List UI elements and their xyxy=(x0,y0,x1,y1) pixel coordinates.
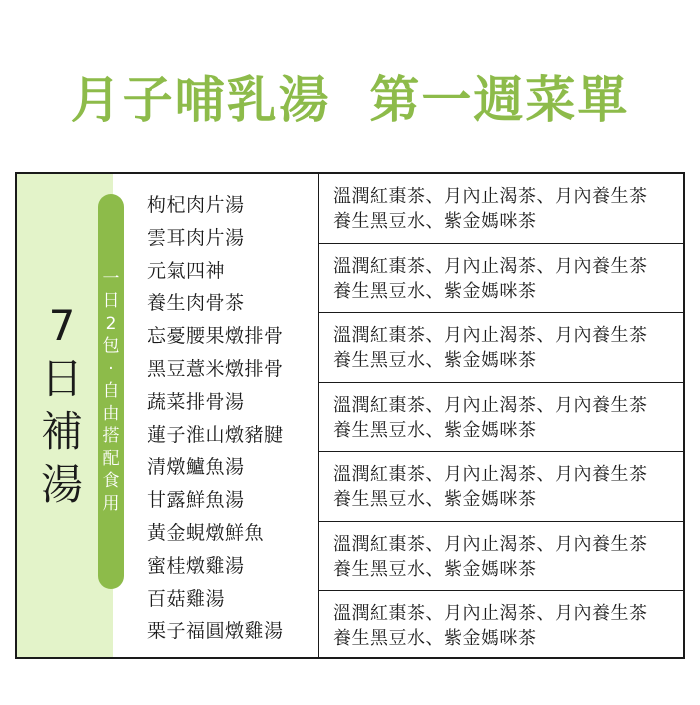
soup-item: 百菇雞湯 xyxy=(147,587,226,610)
tea-row xyxy=(319,383,685,453)
tea-row xyxy=(319,591,685,661)
tea-line: 溫潤紅棗茶、月內止渴茶、月內養生茶 xyxy=(333,325,648,346)
soup-item: 清燉鱸魚湯 xyxy=(147,456,245,479)
tea-line: 溫潤紅棗茶、月內止渴茶、月內養生茶 xyxy=(333,533,648,555)
note-char: 日 xyxy=(102,291,120,312)
soup-item: 元氣四神 xyxy=(147,259,226,282)
soup-item: 忘憂腰果燉排骨 xyxy=(147,325,284,348)
note-char: 用 xyxy=(102,493,120,514)
note-char: 一 xyxy=(102,268,120,289)
tea-line: 養生黑豆水、紫金媽咪茶 xyxy=(333,350,537,371)
tea-row xyxy=(319,174,685,244)
days-label-char: 補 xyxy=(40,407,83,456)
tea-column xyxy=(319,174,685,657)
days-label xyxy=(23,299,101,511)
soup-item: 枸杞肉片湯 xyxy=(147,194,245,216)
soup-item: 栗子福圓燉雞湯 xyxy=(147,620,284,643)
note-char: 由 xyxy=(102,403,120,424)
tea-line: 養生黑豆水、紫金媽咪茶 xyxy=(333,558,537,580)
tea-line: 溫潤紅棗茶、月內止渴茶、月內養生茶 xyxy=(333,255,648,277)
note-char: 包 xyxy=(102,336,120,357)
days-label-char: 7 xyxy=(48,301,76,350)
page-title: 月子哺乳湯 第一週菜單 xyxy=(70,70,630,129)
tea-row xyxy=(319,452,685,522)
tea-row xyxy=(319,244,685,314)
note-char: 2 xyxy=(105,313,117,334)
note-char: · xyxy=(108,358,114,379)
soup-item: 甘露鮮魚湯 xyxy=(147,489,245,512)
soup-item: 蜜桂燉雞湯 xyxy=(147,554,245,577)
note-char: 食 xyxy=(102,471,120,492)
days-label-char: 湯 xyxy=(40,460,83,509)
soup-item: 黑豆薏米燉排骨 xyxy=(147,357,284,380)
soup-item: 黃金蜆燉鮮魚 xyxy=(147,521,265,544)
soup-item: 蔬菜排骨湯 xyxy=(147,390,245,413)
soup-item: 雲耳肉片湯 xyxy=(147,226,245,249)
tea-line: 養生黑豆水、紫金媽咪茶 xyxy=(333,280,537,302)
days-label-char: 日 xyxy=(40,354,83,403)
note-char: 配 xyxy=(102,448,120,469)
tea-line: 溫潤紅棗茶、月內止渴茶、月內養生茶 xyxy=(333,394,648,416)
soup-list xyxy=(147,189,317,648)
note-char: 自 xyxy=(102,381,120,402)
soup-item: 養生肉骨茶 xyxy=(147,292,245,315)
tea-line: 養生黑豆水、紫金媽咪茶 xyxy=(333,211,537,232)
usage-note-pill xyxy=(98,194,124,589)
tea-line: 養生黑豆水、紫金媽咪茶 xyxy=(333,419,537,441)
tea-row xyxy=(319,522,685,592)
tea-row xyxy=(319,313,685,383)
tea-line: 溫潤紅棗茶、月內止渴茶、月內養生茶 xyxy=(333,186,648,207)
tea-line: 養生黑豆水、紫金媽咪茶 xyxy=(333,628,537,649)
tea-line: 養生黑豆水、紫金媽咪茶 xyxy=(333,489,537,510)
tea-line: 溫潤紅棗茶、月內止渴茶、月內養生茶 xyxy=(333,464,648,485)
note-char: 搭 xyxy=(102,426,120,447)
tea-line: 溫潤紅棗茶、月內止渴茶、月內養生茶 xyxy=(333,603,648,624)
soup-item: 蓮子淮山燉豬腱 xyxy=(147,423,284,446)
menu-table xyxy=(15,172,685,659)
